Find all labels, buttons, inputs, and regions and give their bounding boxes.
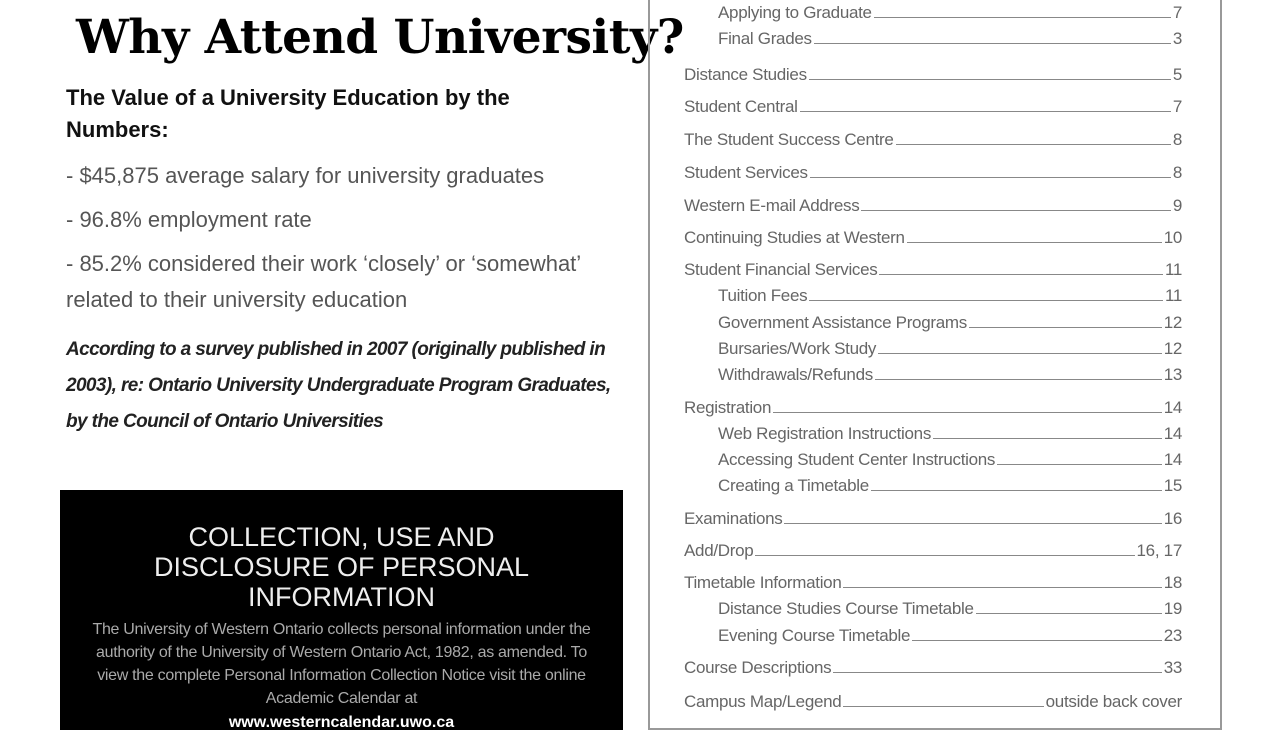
toc-entry-label: Campus Map/Legend — [684, 692, 842, 711]
toc-entry-label: Applying to Graduate — [718, 3, 872, 22]
toc-entry[interactable] — [718, 363, 1182, 385]
toc-page-number: 15 — [1163, 476, 1182, 495]
toc-entry-label: Withdrawals/Refunds — [718, 365, 873, 384]
toc-page-number: 14 — [1163, 424, 1182, 443]
toc-entry[interactable] — [718, 422, 1182, 444]
toc-leader-line — [871, 490, 1162, 491]
toc-page-number: 9 — [1172, 196, 1182, 215]
toc-entry[interactable] — [718, 597, 1182, 619]
toc-page-number: 12 — [1163, 339, 1182, 358]
toc-page-number: 8 — [1172, 130, 1182, 149]
toc-page-number: 33 — [1163, 658, 1182, 677]
toc-leader-line — [997, 464, 1162, 465]
toc-page-number: 18 — [1163, 573, 1182, 592]
toc-entry[interactable] — [684, 396, 1182, 418]
toc-entry[interactable] — [684, 507, 1182, 529]
toc-entry[interactable] — [718, 27, 1182, 49]
toc-entry[interactable] — [684, 95, 1182, 117]
survey-source: According to a survey published in 2007 (originally published in 2003), re: Ontario University Undergraduate Program Graduates, by the Council of Ontario Universities — [66, 339, 611, 432]
toc-entry-label: Distance Studies — [684, 65, 807, 84]
toc-entry[interactable] — [684, 161, 1182, 183]
toc-leader-line — [809, 300, 1163, 301]
toc-leader-line — [875, 379, 1162, 380]
toc-entry-label: Final Grades — [718, 29, 812, 48]
toc-leader-line — [843, 706, 1043, 707]
toc-entry-label: Student Central — [684, 97, 798, 116]
toc-entry-label: Bursaries/Work Study — [718, 339, 877, 358]
toc-page-number: 10 — [1163, 228, 1182, 247]
toc-entry[interactable] — [718, 284, 1182, 306]
stat-salary: - $45,875 average salary for university graduates — [66, 163, 545, 188]
toc-leader-line — [843, 587, 1161, 588]
toc-leader-line — [809, 79, 1171, 80]
notice-body: The University of Western Ontario collects personal information under the authority of the University of Western Ontario Act, 1982, as amended. To view the complete Personal Information Collection Notice visit the online Academic Calendar at — [92, 621, 591, 707]
toc-leader-line — [896, 144, 1171, 145]
toc-entry-label: Distance Studies Course Timetable — [718, 599, 974, 618]
toc-page-number: 7 — [1172, 97, 1182, 116]
toc-page-number: 3 — [1172, 29, 1182, 48]
toc-leader-line — [933, 438, 1162, 439]
toc-entry-label: Evening Course Timetable — [718, 626, 911, 645]
toc-entry[interactable] — [684, 656, 1182, 678]
toc-leader-line — [907, 242, 1162, 243]
toc-page-number: 12 — [1163, 313, 1182, 332]
toc-entry-label: Continuing Studies at Western — [684, 228, 905, 247]
toc-entry-label: Government Assistance Programs — [718, 313, 967, 332]
toc-entry[interactable] — [684, 539, 1182, 561]
toc-leader-line — [861, 210, 1170, 211]
toc-leader-line — [879, 274, 1162, 275]
toc-entry-label: Creating a Timetable — [718, 476, 869, 495]
toc-entry-label: Accessing Student Center Instructions — [718, 450, 996, 469]
toc-leader-line — [976, 613, 1162, 614]
toc-page-number: 19 — [1163, 599, 1182, 618]
toc-entry-label: Timetable Information — [684, 573, 842, 592]
toc-page-number: 14 — [1163, 450, 1182, 469]
toc-entry-label: Tuition Fees — [718, 286, 808, 305]
toc-entry-label: Student Services — [684, 163, 808, 182]
toc-leader-line — [814, 43, 1171, 44]
toc-entry[interactable] — [684, 571, 1182, 593]
toc-entry-label: Examinations — [684, 509, 783, 528]
toc-leader-line — [969, 327, 1162, 328]
toc-page-number: 23 — [1163, 626, 1182, 645]
toc-entry[interactable] — [718, 624, 1182, 646]
toc-entry[interactable] — [684, 128, 1182, 150]
toc-leader-line — [874, 17, 1171, 18]
section-subtitle: The Value of a University Education by the Numbers: — [66, 85, 510, 142]
toc-page-number: 16, 17 — [1136, 541, 1182, 560]
toc-entry-label: Web Registration Instructions — [718, 424, 932, 443]
toc-entry-label: The Student Success Centre — [684, 130, 894, 149]
toc-entry[interactable] — [684, 226, 1182, 248]
toc-entry[interactable] — [684, 690, 1182, 712]
toc-leader-line — [810, 177, 1171, 178]
toc-page-number: 14 — [1163, 398, 1182, 417]
toc-entry-label: Western E-mail Address — [684, 196, 860, 215]
toc-entry[interactable] — [684, 258, 1182, 280]
toc-entry-label: Add/Drop — [684, 541, 754, 560]
page-title: Why Attend University? — [76, 10, 684, 65]
toc-page-number: 11 — [1164, 286, 1182, 305]
toc-leader-line — [878, 353, 1162, 354]
toc-leader-line — [912, 640, 1162, 641]
toc-leader-line — [773, 412, 1162, 413]
toc-entry-label: Registration — [684, 398, 772, 417]
toc-leader-line — [800, 111, 1171, 112]
toc-entry-label: Student Financial Services — [684, 260, 878, 279]
toc-entry[interactable] — [684, 63, 1182, 85]
stat-employment: - 96.8% employment rate — [66, 207, 312, 232]
toc-page-number: 5 — [1172, 65, 1182, 84]
toc-entry[interactable] — [718, 337, 1182, 359]
toc-entry-label: Course Descriptions — [684, 658, 832, 677]
toc-page-number: 13 — [1163, 365, 1182, 384]
notice-url-link[interactable]: www.westerncalendar.uwo.ca — [228, 714, 455, 731]
toc-entry[interactable] — [718, 474, 1182, 496]
toc-page-number: 16 — [1163, 509, 1182, 528]
toc-page-number: 11 — [1164, 260, 1182, 279]
toc-page-number: 8 — [1172, 163, 1182, 182]
toc-page-number: outside back cover — [1045, 692, 1182, 711]
toc-entry[interactable] — [718, 311, 1182, 333]
toc-entry[interactable] — [718, 1, 1182, 23]
toc-page-number: 7 — [1172, 3, 1182, 22]
table-of-contents — [648, 0, 1222, 730]
toc-entry[interactable] — [684, 194, 1182, 216]
stat-related-work: - 85.2% considered their work ‘closely’ or ‘somewhat’ related to their university education — [66, 251, 581, 312]
toc-leader-line — [784, 523, 1161, 524]
privacy-notice-box — [60, 490, 623, 730]
toc-leader-line — [755, 555, 1134, 556]
toc-leader-line — [833, 672, 1161, 673]
toc-entry[interactable] — [718, 448, 1182, 470]
notice-heading: COLLECTION, USE AND DISCLOSURE OF PERSONAL INFORMATION — [153, 522, 530, 612]
